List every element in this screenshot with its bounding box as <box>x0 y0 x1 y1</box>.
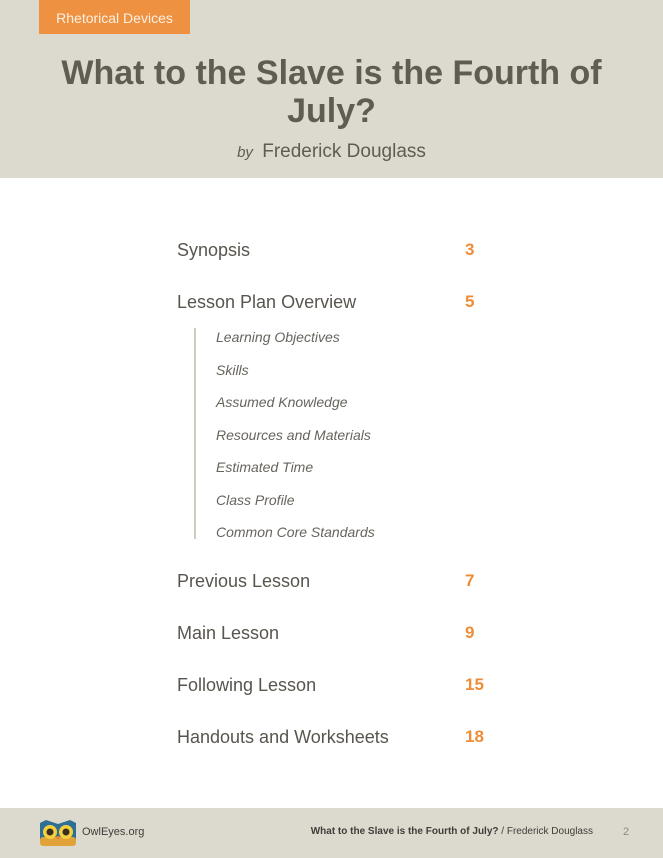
footer-author: / Frederick Douglass <box>498 826 593 837</box>
footer-title-bold: What to the Slave is the Fourth of July? <box>310 826 499 837</box>
page-title: What to the Slave is the Fourth of July? <box>61 54 602 130</box>
brand-name[interactable]: OwlEyes.org <box>82 826 145 838</box>
byline <box>0 141 663 163</box>
toc-page-number: 3 <box>465 240 475 259</box>
subsection-bar <box>194 328 196 539</box>
toc-item-previous-lesson[interactable] <box>177 571 497 595</box>
toc-label: Handouts and Worksheets <box>177 727 389 747</box>
toc-item-main-lesson[interactable] <box>177 623 497 647</box>
toc-item-lesson-plan-overview[interactable] <box>177 292 497 316</box>
toc-item-following-lesson[interactable] <box>177 675 497 699</box>
footer-band <box>0 808 663 858</box>
toc-item-handouts-and-worksheets[interactable] <box>177 727 497 751</box>
toc-label: Previous Lesson <box>177 571 311 591</box>
toc-label: Synopsis <box>177 240 251 260</box>
toc-item-synopsis[interactable] <box>177 240 497 264</box>
category-tag: Rhetorical Devices <box>39 0 190 34</box>
toc-page-number: 15 <box>465 675 484 694</box>
toc-subitem-class-profile[interactable]: Class Profile <box>216 492 295 508</box>
toc-subitem-resources-and-materials[interactable]: Resources and Materials <box>216 427 371 443</box>
toc-label: Main Lesson <box>177 623 280 643</box>
toc-subitem-skills[interactable]: Skills <box>216 362 249 378</box>
header-band <box>0 0 663 178</box>
toc-page-number: 9 <box>465 623 475 642</box>
toc-subitem-common-core-standards[interactable]: Common Core Standards <box>216 524 375 540</box>
toc-label: Following Lesson <box>177 675 317 695</box>
toc-label: Lesson Plan Overview <box>177 292 357 312</box>
owl-logo-icon <box>38 819 78 847</box>
toc-page-number: 5 <box>465 292 475 311</box>
toc-page-number: 7 <box>465 571 475 590</box>
author-name: Frederick Douglass <box>262 141 426 162</box>
toc-page-number: 18 <box>465 727 484 746</box>
footer-document-title <box>311 826 593 837</box>
byline-by: by <box>237 144 253 161</box>
page-number: 2 <box>623 826 630 838</box>
toc-subitem-assumed-knowledge[interactable]: Assumed Knowledge <box>216 394 348 410</box>
toc-subitem-estimated-time[interactable]: Estimated Time <box>216 459 314 475</box>
toc-subitem-learning-objectives[interactable]: Learning Objectives <box>216 329 340 345</box>
